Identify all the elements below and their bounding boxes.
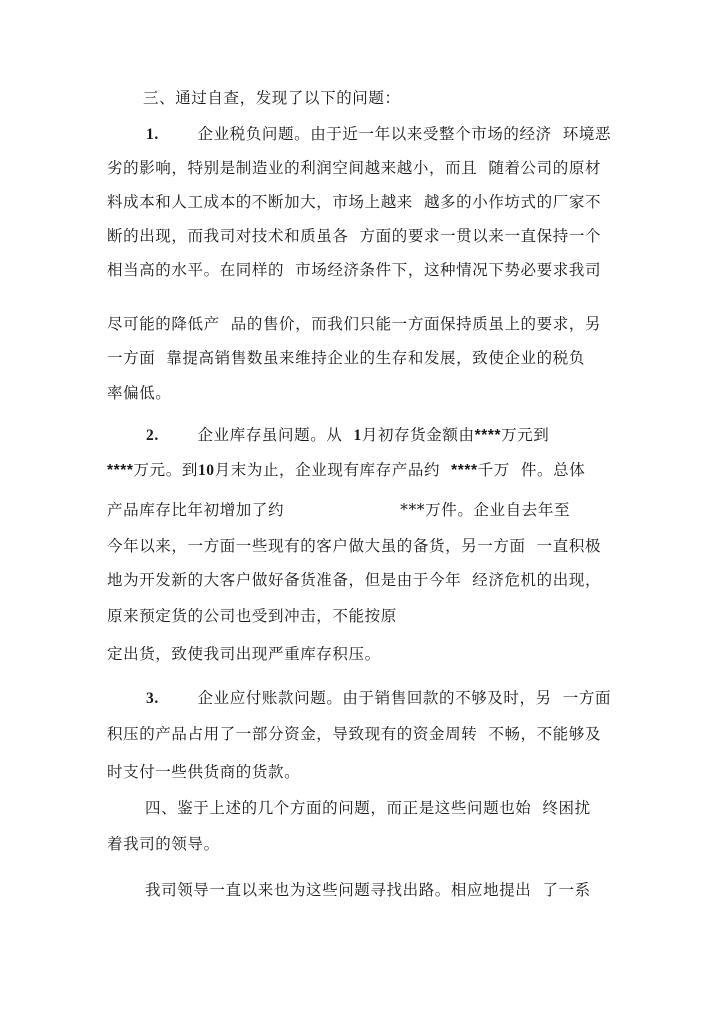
item-1-number: 1.	[146, 126, 159, 143]
item-3-line-1-text: 企业应付账款问题。由于销售回款的不够及时，另 一方面	[197, 689, 612, 707]
item-1-line-5: 相当高的水平。在同样的 市场经济条件下，这种情况下势必要求我司	[107, 261, 602, 279]
section-4-line-1: 四、鉴于上述的几个方面的问题，而正是这些问题也始 终困扰	[145, 799, 591, 817]
item-2-line-2	[107, 460, 585, 481]
item-1-line-1-text: 企业税负问题。由于近一年以来受整个市场的经济 环境恶	[197, 125, 612, 143]
item-1-line-4: 断的出现，而我司对技术和质虽各 方面的要求一贯以来一直保持一个	[107, 227, 602, 245]
item-2-line-5: 地为开发新的大客户做好备货准备，但是由于今年 经济危机的出现，	[107, 571, 602, 589]
item-2-line-2-text-d: 月末为止，企业现有库存产品约	[214, 461, 452, 479]
item-2-masked-amount-4: ***	[400, 501, 426, 519]
section-3-heading: 三、通过自查，发现了以下的问题：	[143, 89, 401, 107]
item-2-line-2-text-f: 千万 件。总体	[477, 461, 586, 479]
item-3-line-2: 积压的产品占用了一部分资金，导致现有的资金周转 不畅，不能够及	[107, 725, 602, 743]
item-3-line-3: 时支付一些供货商的货款。	[107, 763, 301, 781]
item-2-line-1-text-e: 万元到	[501, 426, 550, 444]
item-2-number: 2.	[146, 427, 159, 444]
item-1-line-2: 劣的影响，特别是制造业的利润空间越来越小，而且 随着公司的原材	[107, 159, 602, 177]
item-2-masked-amount-1: ****	[474, 427, 502, 444]
item-2-month-end: 10	[197, 462, 215, 479]
item-2-line-4: 今年以来，一方面一些现有的客户做大虽的备货，另一方面 一直积极	[107, 537, 602, 555]
item-2-masked-amount-3: ****	[451, 462, 478, 479]
item-3-first-line	[146, 688, 611, 709]
item-2-line-1-text-c: 月初存货金额由	[361, 426, 475, 444]
final-paragraph-line-1: 我司领导一直以来也为这些问题寻找出路。相应地提出 了一系	[145, 881, 591, 899]
item-1-line-6: 尽可能的降低产 品的售价，而我们只能一方面保持质虽上的要求，另	[107, 315, 602, 333]
section-4-line-2: 着我司的领导。	[107, 835, 220, 853]
item-2-line-2-text-b: 万元。到	[133, 461, 198, 479]
item-1-line-7: 一方面 靠提高销售数虽来维持企业的生存和发展，致使企业的税负	[107, 349, 585, 367]
item-1-line-8: 率偏低。	[107, 384, 172, 402]
item-2-masked-amount-2: ****	[107, 462, 134, 479]
item-2-line-6: 原来预定货的公司也受到冲击，不能按原	[107, 607, 397, 625]
item-2-line-3-text-c: 万件。企业自去年至	[425, 501, 571, 519]
item-1-first-line	[146, 124, 611, 145]
item-2-month-start: 1	[353, 427, 362, 444]
item-2-line-3	[107, 500, 570, 520]
item-2-line-7: 定出货，致使我司出现严重库存积压。	[107, 645, 381, 663]
item-3-number: 3.	[146, 690, 159, 707]
item-2-first-line	[146, 425, 549, 446]
item-1-line-3: 料成本和人工成本的不断加大，市场上越来 越多的小作坊式的厂家不	[107, 193, 602, 211]
item-2-line-1-text-a: 企业库存虽问题。从	[197, 426, 354, 444]
item-2-line-3-text-a: 产品库存比年初增加了约	[107, 501, 285, 519]
